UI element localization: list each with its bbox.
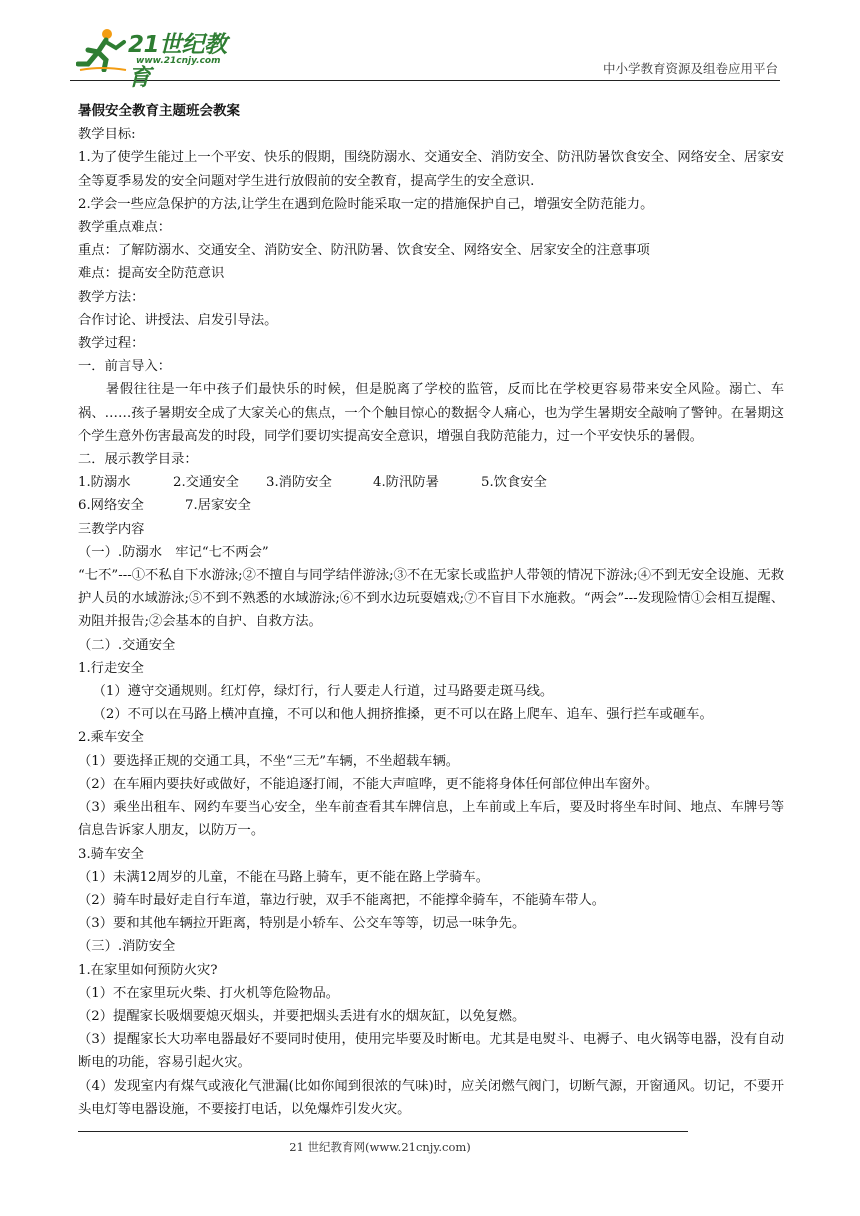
paragraph: 2.学会一些应急保护的方法,让学生在遇到危险时能采取一定的措施保护自己，增强安全防范能力。 bbox=[78, 196, 654, 212]
toc-item: 3.消防安全 bbox=[266, 475, 332, 491]
site-logo bbox=[76, 26, 246, 91]
section-heading: 二．展示教学目录： bbox=[78, 452, 198, 468]
item-heading: 3.骑车安全 bbox=[78, 846, 144, 862]
subsection-heading: （二）.交通安全 bbox=[78, 637, 176, 653]
toc-item: 6.网络安全 bbox=[78, 498, 144, 514]
toc-row bbox=[78, 494, 784, 517]
toc-item: 1.防溺水 bbox=[78, 475, 131, 491]
list-item: （3）要和其他车辆拉开距离，特别是小轿车、公交车等等，切忌一味争先。 bbox=[78, 916, 526, 932]
list-item: （4）发现室内有煤气或液化气泄漏(比如你闻到很浓的气味)时，应关闭燃气阀门，切断气源，开窗通风。切记，不要开头电灯等电器设施，不要接打电话，以免爆炸引发火灾。 bbox=[78, 1078, 784, 1117]
paragraph: “七不”---①不私自下水游泳;②不擅自与同学结伴游泳;③不在无家长或监护人带领的情况下游泳;④不到无安全设施、无救护人员的水域游泳;⑤不到不熟悉的水域游泳;⑥不到水边玩耍嬉戏;⑦不盲目下水施救。“两会”---发现险情①会相互提醒、劝阻并报告;②会基本的自护、自救方法。 bbox=[78, 568, 784, 630]
toc-row bbox=[78, 471, 784, 494]
subsection-heading: （一）.防溺水 牢记“七不两会” bbox=[78, 544, 269, 560]
list-item: （2）骑车时最好走自行车道，靠边行驶，双手不能离把，不能撑伞骑车，不能骑车带人。 bbox=[78, 892, 606, 908]
list-item: （2）不可以在马路上横冲直撞，不可以和他人拥挤推搡，更不可以在路上爬车、追车、强行拦车或砸车。 bbox=[92, 707, 713, 723]
subsection-heading: （三）.消防安全 bbox=[78, 939, 176, 955]
page-header bbox=[70, 18, 780, 91]
list-item: （3）提醒家长大功率电器最好不要同时使用，使用完毕要及时断电。尤其是电熨斗、电褥子、电火锅等电器，没有自动断电的功能，容易引起火灾。 bbox=[78, 1032, 784, 1071]
item-heading: 2.乘车安全 bbox=[78, 730, 144, 746]
section-heading: 教学方法： bbox=[78, 289, 145, 305]
list-item: （1）要选择正规的交通工具，不坐“三无”车辆，不坐超载车辆。 bbox=[78, 753, 460, 769]
logo-url: www.21cnjy.com bbox=[136, 56, 221, 66]
runner-icon bbox=[76, 26, 128, 72]
list-item: （2）提醒家长吸烟要熄灭烟头，并要把烟头丢进有水的烟灰缸，以免复燃。 bbox=[78, 1008, 526, 1024]
item-heading: 1.在家里如何预防火灾? bbox=[78, 962, 218, 978]
toc-item: 2.交通安全 bbox=[173, 475, 239, 491]
toc-item: 4.防汛防暑 bbox=[373, 475, 439, 491]
section-heading: 一．前言导入： bbox=[78, 359, 172, 375]
header-platform-text: 中小学教育资源及组卷应用平台 bbox=[602, 61, 778, 76]
footer-divider bbox=[78, 1131, 688, 1132]
list-item: （2）在车厢内要扶好或做好，不能追逐打闹，不能大声喧哗，更不能将身体任何部位伸出车窗外。 bbox=[78, 776, 659, 792]
list-item: （3）乘坐出租车、网约车要当心安全，坐车前查看其车牌信息，上车前或上车后，要及时将坐车时间、地点、车牌号等信息告诉家人朋友，以防万一。 bbox=[78, 800, 784, 839]
list-item: （1）不在家里玩火柴、打火机等危险物品。 bbox=[78, 985, 340, 1001]
section-heading: 教学目标: bbox=[78, 127, 136, 143]
paragraph: 重点：了解防溺水、交通安全、消防安全、防汛防暑、饮食安全、网络安全、居家安全的注意事项 bbox=[78, 243, 650, 259]
paragraph: 1.为了使学生能过上一个平安、快乐的假期，围绕防溺水、交通安全、消防安全、防汛防暑饮食安全、网络安全、居家安全等夏季易发的安全问题对学生进行放假前的安全教育，提高学生的安全意识. bbox=[78, 150, 784, 189]
section-heading: 教学重点难点： bbox=[78, 220, 172, 236]
item-heading: 1.行走安全 bbox=[78, 660, 144, 676]
list-item: （1）遵守交通规则。红灯停，绿灯行，行人要走人行道，过马路要走斑马线。 bbox=[92, 684, 554, 700]
document-body bbox=[78, 100, 784, 1121]
list-item: （1）未满12周岁的儿童，不能在马路上骑车，更不能在路上学骑车。 bbox=[78, 869, 489, 885]
section-heading: 教学过程： bbox=[78, 336, 145, 352]
logo-text: 21世纪教育 bbox=[128, 32, 227, 91]
document-title: 暑假安全教育主题班会教案 bbox=[78, 103, 240, 119]
paragraph: 暑假往往是一年中孩子们最快乐的时候，但是脱离了学校的监管，反而比在学校更容易带来安全风险。溺亡、车祸、……孩子暑期安全成了大家关心的焦点，一个个触目惊心的数据令人痛心，也为学生暑期安全敲响了警钟。在暑期这个学生意外伤害最高发的时段，同学们要切实提高安全意识，增强自我防范能力，过一个平安快乐的暑假。 bbox=[78, 382, 784, 444]
toc-item: 7.居家安全 bbox=[185, 498, 251, 514]
page-footer: 21 世纪教育网(www.21cnjy.com) bbox=[289, 1140, 471, 1154]
paragraph: 合作讨论、讲授法、启发引导法。 bbox=[78, 312, 278, 328]
section-heading: 三教学内容 bbox=[78, 521, 145, 537]
paragraph: 难点：提高安全防范意识 bbox=[78, 266, 225, 282]
toc-item: 5.饮食安全 bbox=[481, 475, 547, 491]
